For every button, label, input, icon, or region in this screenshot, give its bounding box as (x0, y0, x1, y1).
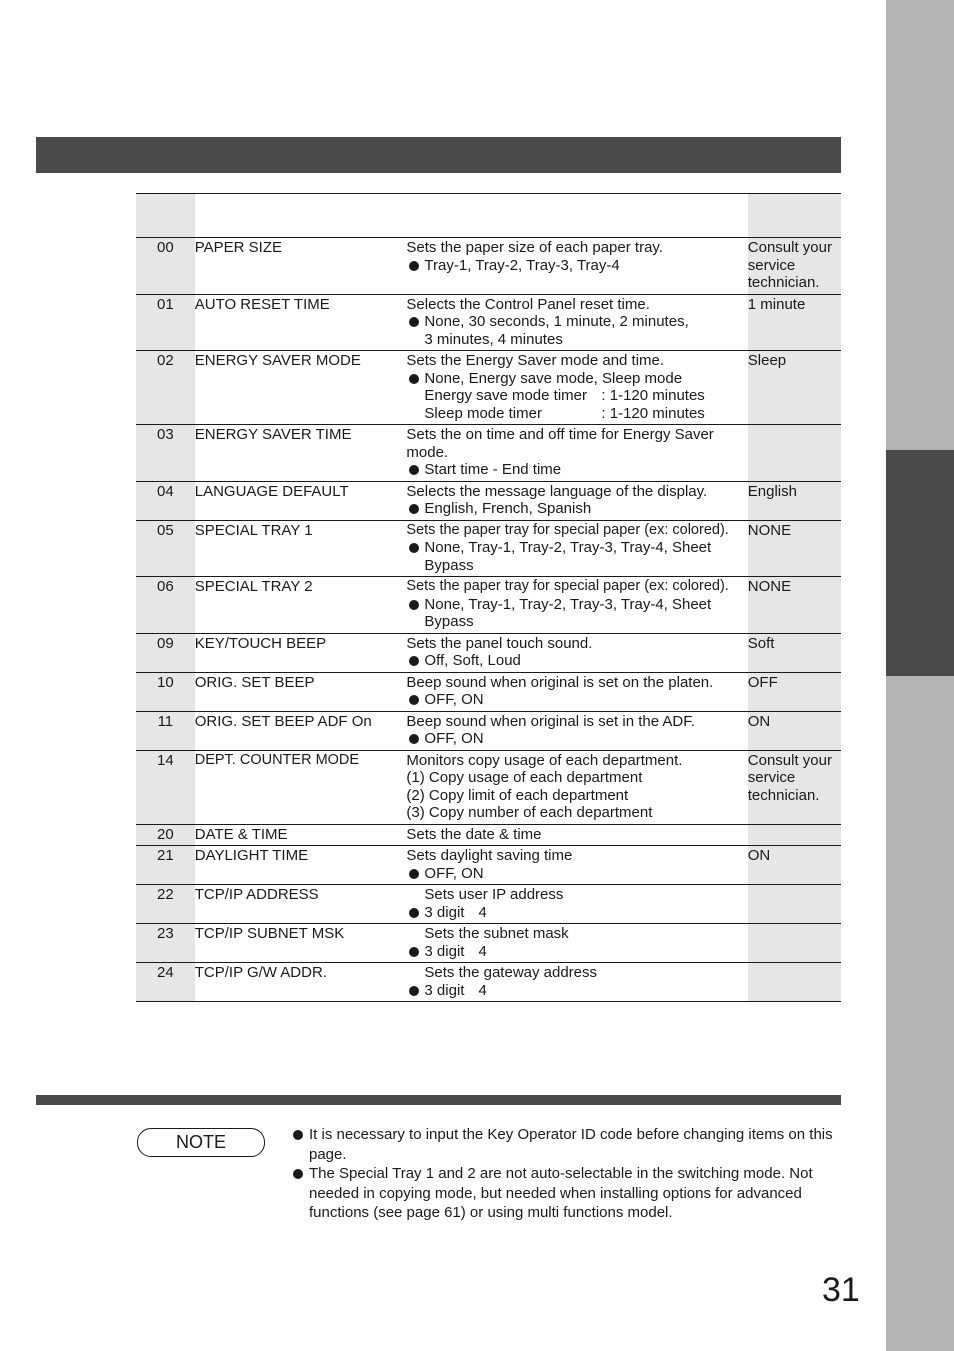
page-number: 31 (822, 1271, 860, 1309)
note-list (292, 1125, 840, 1223)
description-line: Sets the paper size of each paper tray. (406, 239, 663, 256)
note-label: NOTE (137, 1128, 265, 1157)
setting-name: DATE & TIME (195, 824, 407, 846)
note-item: The Special Tray 1 and 2 are not auto-selectable in the switching mode. Not needed in copying mode, but needed when installing options for advanced functions (see page 61) or using multi functions model. (292, 1164, 840, 1223)
table-row (136, 885, 841, 924)
setting-description (406, 577, 747, 634)
setting-description (406, 672, 747, 711)
timer-label: Energy save mode timer (424, 387, 587, 404)
setting-code: 03 (136, 425, 195, 482)
table-row (136, 577, 841, 634)
setting-name: DAYLIGHT TIME (195, 846, 407, 885)
description-line: Sets the subnet mask (424, 925, 569, 942)
default-value: Consult your service technician. (748, 238, 841, 295)
setting-name: ORIG. SET BEEP ADF On (195, 711, 407, 750)
table-row (136, 963, 841, 1002)
default-value: ON (748, 846, 841, 885)
note-item: It is necessary to input the Key Operator ID code before changing items on this page. (292, 1125, 840, 1164)
description-line: Sets the paper tray for special paper (ex: colored). (406, 521, 729, 538)
setting-name: KEY/TOUCH BEEP (195, 633, 407, 672)
setting-code: 00 (136, 238, 195, 295)
bullet-text: None, Tray-1, Tray-2, Tray-3, Tray-4, Sheet (424, 539, 712, 556)
table-row (136, 824, 841, 846)
digit-count: 4 (478, 942, 487, 960)
setting-name: SPECIAL TRAY 2 (195, 577, 407, 634)
setting-name: PAPER SIZE (195, 238, 407, 295)
setting-description (406, 633, 747, 672)
table-row (136, 750, 841, 824)
setting-code: 01 (136, 294, 195, 351)
default-value: ON (748, 711, 841, 750)
bullet-text: OFF, ON (424, 691, 484, 708)
default-value (748, 885, 841, 924)
setting-description (406, 924, 747, 963)
bullet-item (406, 730, 747, 748)
settings-table (136, 193, 841, 1002)
description-line: Beep sound when original is set in the ADF. (406, 712, 695, 730)
description-line: Sets the date & time (406, 825, 542, 843)
digit-count: 4 (478, 903, 487, 921)
description-line: Sets user IP address (424, 886, 564, 903)
description-line: Sets daylight saving time (406, 847, 573, 864)
setting-description (406, 846, 747, 885)
bullet-text: 3 digit (424, 981, 465, 999)
table-row (136, 294, 841, 351)
setting-name: ENERGY SAVER TIME (195, 425, 407, 482)
description-line: Sets the on time and off time for Energy Saver mode. (406, 426, 714, 461)
bullet-item (406, 982, 747, 1000)
default-value: 1 minute (748, 294, 841, 351)
setting-code: 10 (136, 672, 195, 711)
table-row (136, 520, 841, 577)
bullet-text: None, Tray-1, Tray-2, Tray-3, Tray-4, Sheet (424, 595, 712, 613)
table-row (136, 672, 841, 711)
bullet-item (406, 596, 747, 614)
setting-name: TCP/IP ADDRESS (195, 885, 407, 924)
setting-name: DEPT. COUNTER MODE (195, 750, 407, 824)
description-line: Selects the Control Panel reset time. (406, 295, 650, 313)
bullet-text: None, Energy save mode, Sleep mode (424, 369, 683, 387)
bullet-text: 3 digit (424, 903, 465, 921)
default-value: Consult your service technician. (748, 750, 841, 824)
bullet-item (406, 904, 747, 922)
table-row (136, 481, 841, 520)
default-value (748, 425, 841, 482)
bullet-text: OFF, ON (424, 864, 484, 882)
default-value: OFF (748, 672, 841, 711)
bullet-item (406, 370, 747, 388)
setting-name: LANGUAGE DEFAULT (195, 481, 407, 520)
bullet-item (406, 461, 747, 479)
bullet-text: OFF, ON (424, 730, 484, 747)
description-line: Selects the message language of the display. (406, 482, 708, 500)
default-value: NONE (748, 577, 841, 634)
bullet-item (406, 865, 747, 883)
default-value: Sleep (748, 351, 841, 425)
bullet-item (406, 539, 747, 557)
bullet-item (406, 691, 747, 709)
setting-description (406, 238, 747, 295)
description-line: Monitors copy usage of each department. (406, 751, 683, 769)
setting-description (406, 750, 747, 824)
bullet-text: 3 digit (424, 942, 465, 960)
setting-code: 14 (136, 750, 195, 824)
timer-range: : 1-120 minutes (601, 404, 705, 422)
description-line: Beep sound when original is set on the platen. (406, 673, 714, 691)
default-value: NONE (748, 520, 841, 577)
setting-code: 24 (136, 963, 195, 1002)
table-row (136, 425, 841, 482)
digit-count: 4 (478, 981, 487, 999)
bullet-item (406, 943, 747, 961)
timer-range: : 1-120 minutes (601, 387, 705, 404)
description-line: Sets the gateway address (424, 964, 598, 981)
table-row (136, 633, 841, 672)
setting-name: AUTO RESET TIME (195, 294, 407, 351)
setting-code: 06 (136, 577, 195, 634)
bullet-item (406, 313, 747, 331)
description-line: Sets the paper tray for special paper (ex: colored). (406, 578, 729, 594)
setting-description (406, 294, 747, 351)
bullet-text: None, 30 seconds, 1 minute, 2 minutes, (424, 313, 689, 330)
table-row (136, 351, 841, 425)
setting-description (406, 481, 747, 520)
default-value (748, 924, 841, 963)
setting-name: TCP/IP G/W ADDR. (195, 963, 407, 1002)
setting-code: 23 (136, 924, 195, 963)
setting-code: 05 (136, 520, 195, 577)
table-header-row (136, 194, 841, 238)
bullet-text: Off, Soft, Loud (424, 652, 521, 669)
bullet-item (406, 652, 747, 670)
timer-label: Sleep mode timer (424, 404, 542, 422)
section-divider-bar (36, 1095, 841, 1105)
description-line: Sets the panel touch sound. (406, 634, 593, 652)
setting-description (406, 963, 747, 1002)
chapter-tab (886, 450, 954, 676)
description-line: (2) Copy limit of each department (406, 786, 629, 804)
setting-code: 02 (136, 351, 195, 425)
setting-description (406, 824, 747, 846)
default-value (748, 963, 841, 1002)
bullet-continuation: 3 minutes, 4 minutes (424, 330, 563, 348)
default-value (748, 824, 841, 846)
bullet-text: English, French, Spanish (424, 500, 592, 517)
description-line: (3) Copy number of each department (406, 804, 653, 821)
setting-code: 21 (136, 846, 195, 885)
setting-code: 04 (136, 481, 195, 520)
setting-code: 20 (136, 824, 195, 846)
setting-description (406, 885, 747, 924)
setting-code: 11 (136, 711, 195, 750)
bullet-text: Start time - End time (424, 461, 562, 478)
setting-name: TCP/IP SUBNET MSK (195, 924, 407, 963)
section-header-bar (36, 137, 841, 173)
setting-description (406, 425, 747, 482)
setting-description (406, 711, 747, 750)
setting-code: 09 (136, 633, 195, 672)
bullet-continuation: Bypass (424, 556, 474, 574)
description-line: (1) Copy usage of each department (406, 769, 643, 786)
setting-code: 22 (136, 885, 195, 924)
bullet-item (406, 257, 747, 275)
setting-description (406, 351, 747, 425)
default-value: English (748, 481, 841, 520)
setting-name: ORIG. SET BEEP (195, 672, 407, 711)
table-row (136, 711, 841, 750)
table-row (136, 846, 841, 885)
table-row (136, 924, 841, 963)
timer-line (406, 387, 747, 405)
timer-line (406, 405, 747, 423)
description-line: Sets the Energy Saver mode and time. (406, 352, 665, 369)
setting-name: SPECIAL TRAY 1 (195, 520, 407, 577)
setting-name: ENERGY SAVER MODE (195, 351, 407, 425)
default-value: Soft (748, 633, 841, 672)
setting-description (406, 520, 747, 577)
bullet-item (406, 500, 747, 518)
bullet-continuation: Bypass (424, 613, 474, 630)
table-row (136, 238, 841, 295)
bullet-text: Tray-1, Tray-2, Tray-3, Tray-4 (424, 256, 620, 274)
